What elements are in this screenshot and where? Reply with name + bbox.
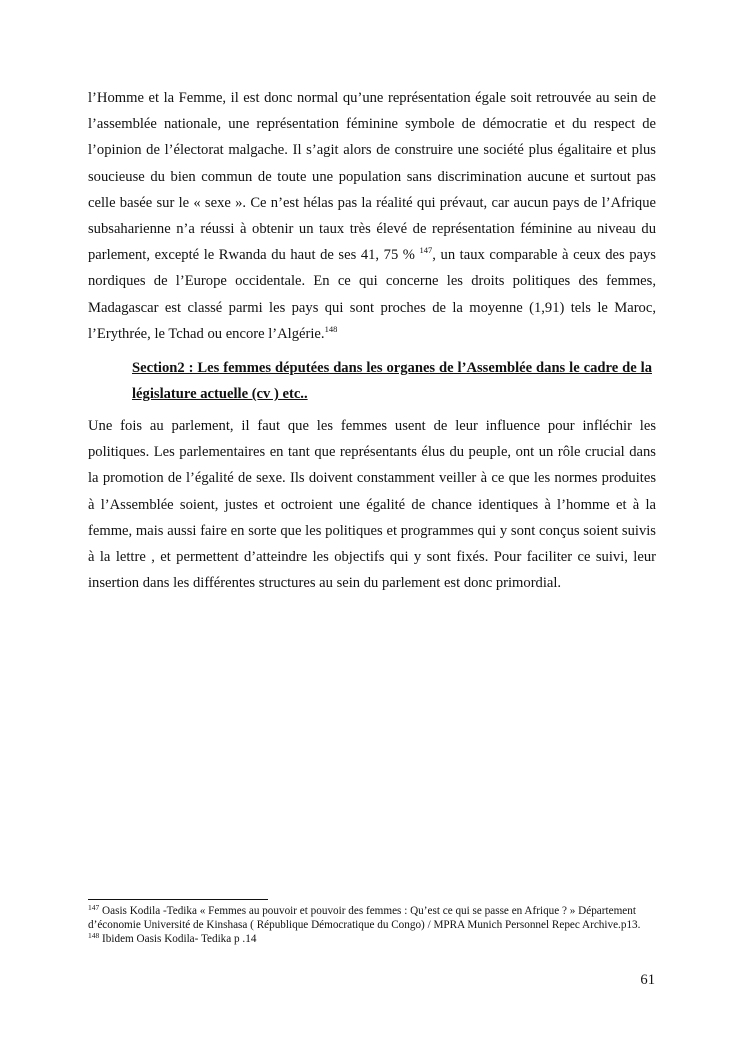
footnote-reference-148[interactable]: 148	[324, 323, 338, 334]
footnote-number: 147	[88, 903, 100, 912]
footnote-text: Oasis Kodila -Tedika « Femmes au pouvoir et pouvoir des femmes : Qu’est ce qui se passe en Afrique ? » Département d’économie Université de Kinshasa ( République Démocratique du Congo) / MPRA Munich Personnel Repec Archive.p13.	[88, 905, 641, 932]
footnote-item	[88, 932, 648, 946]
footnote-number: 148	[88, 931, 100, 941]
page-number: 61	[640, 972, 655, 988]
body-paragraph-2: Une fois au parlement, il faut que les femmes usent de leur influence pour infléchir les politiques. Les parlementaires en tant que représentants élus du peuple, ont un rôle crucial dans la promotion de l’égalité de sexe. Ils doivent constamment veiller à ce que les normes produites à l’Assemblée soient, justes et octroient une égalité de chance identiques à l’homme et à la femme, mais aussi faire en sorte que les politiques et programmes qui y sont conçus soient suivis à la lettre , et permettent d’atteindre les objectifs qui y sont fixés. Pour faciliter ce suivi, leur insertion dans les différentes structures au sein du parlement est donc primordial.	[88, 418, 656, 592]
footnote-text: Ibidem Oasis Kodila- Tedika p .14	[99, 933, 257, 946]
footnotes	[88, 904, 648, 947]
footnote-item	[88, 904, 648, 932]
section-heading: Section2 : Les femmes députées dans les organes de l’Assemblée dans le cadre de la législature actuelle (cv ) etc..	[132, 360, 652, 403]
paragraph-text: , un taux comparable à ceux des pays nordiques de l’Europe occidentale. En ce qui concerne les droits politiques des femmes, Madagascar est classé parmi les pays qui sont proches de la moyenne (1,91) tels le Maroc, l’Erythrée, le Tchad ou encore l’Algérie.	[88, 247, 656, 342]
body-paragraph-1	[88, 85, 656, 347]
paragraph-text: l’Homme et la Femme, il est donc normal qu’une représentation égale soit retrouvée au sein de l’assemblée nationale, une représentation féminine symbole de démocratie et du respect de l’opinion de l’électorat malgache. Il s’agit alors de construire une société plus égalitaire et plus soucieuse du bien commun de toute une population sans discrimination aucune et surtout pas celle basée sur le « sexe ». Ce n’est hélas pas la réalité qui prévaut, car aucun pays de l’Afrique subsaharienne n’a réussi à obtenir un taux très élevé de représentation féminine au niveau du parlement, excepté le Rwanda du haut de ses 41, 75 %	[88, 90, 656, 264]
footnote-reference-147[interactable]: 147	[419, 245, 433, 256]
footnote-divider	[88, 899, 268, 900]
